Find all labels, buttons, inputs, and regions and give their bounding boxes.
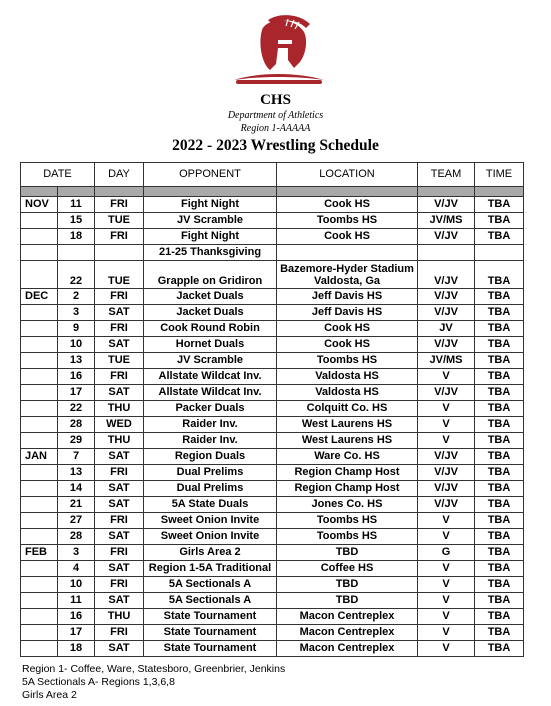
cell-team: V [418, 593, 475, 609]
cell-opponent: Region 1-5A Traditional [144, 561, 277, 577]
cell-location [277, 245, 418, 261]
cell-date [58, 245, 95, 261]
table-row [21, 229, 524, 245]
cell-month [21, 369, 58, 385]
cell-month [21, 385, 58, 401]
cell-date: 22 [58, 401, 95, 417]
cell-team [418, 245, 475, 261]
table-row [21, 305, 524, 321]
cell-opponent: Raider Inv. [144, 433, 277, 449]
cell-opponent: Dual Prelims [144, 465, 277, 481]
cell-location: Macon Centreplex [277, 625, 418, 641]
cell-date: 4 [58, 561, 95, 577]
cell-day: FRI [95, 625, 144, 641]
cell-date: 2 [58, 289, 95, 305]
table-row [21, 213, 524, 229]
cell-month [21, 641, 58, 657]
cell-location: Jones Co. HS [277, 497, 418, 513]
table-row [21, 321, 524, 337]
cell-day [95, 245, 144, 261]
cell-location: West Laurens HS [277, 433, 418, 449]
cell-team: V/JV [418, 465, 475, 481]
cell-date: 16 [58, 609, 95, 625]
table-row [21, 401, 524, 417]
cell-month [21, 305, 58, 321]
cell-opponent: State Tournament [144, 609, 277, 625]
cell-day: FRI [95, 369, 144, 385]
cell-month [21, 261, 58, 289]
cell-team: JV/MS [418, 353, 475, 369]
cell-day: THU [95, 609, 144, 625]
cell-date: 3 [58, 545, 95, 561]
column-header-day: DAY [95, 163, 144, 187]
cell-time: TBA [475, 289, 524, 305]
cell-team: V/JV [418, 197, 475, 213]
table-row [21, 385, 524, 401]
cell-time: TBA [475, 513, 524, 529]
table-row [21, 289, 524, 305]
table-row [21, 513, 524, 529]
cell-day: SAT [95, 481, 144, 497]
cell-opponent: Fight Night [144, 229, 277, 245]
cell-day: FRI [95, 513, 144, 529]
cell-month [21, 245, 58, 261]
cell-location: Region Champ Host [277, 465, 418, 481]
cell-day: FRI [95, 289, 144, 305]
cell-location: Bazemore-Hyder Stadium Valdosta, Ga [277, 261, 418, 289]
cell-day: TUE [95, 261, 144, 289]
cell-team: V/JV [418, 229, 475, 245]
cell-time: TBA [475, 433, 524, 449]
cell-location: TBD [277, 577, 418, 593]
cell-opponent: Packer Duals [144, 401, 277, 417]
cell-team: JV [418, 321, 475, 337]
cell-team: V/JV [418, 305, 475, 321]
cell-opponent: JV Scramble [144, 213, 277, 229]
cell-time: TBA [475, 481, 524, 497]
cell-team: V [418, 513, 475, 529]
cell-time: TBA [475, 229, 524, 245]
cell-opponent: Hornet Duals [144, 337, 277, 353]
cell-opponent: Allstate Wildcat Inv. [144, 385, 277, 401]
cell-time: TBA [475, 261, 524, 289]
cell-month [21, 433, 58, 449]
cell-location: Cook HS [277, 229, 418, 245]
cell-time: TBA [475, 449, 524, 465]
cell-month [21, 513, 58, 529]
table-row [21, 433, 524, 449]
table-row [21, 641, 524, 657]
cell-location: Cook HS [277, 321, 418, 337]
cell-team: V/JV [418, 385, 475, 401]
cell-day: SAT [95, 305, 144, 321]
cell-month: DEC [21, 289, 58, 305]
cell-day: THU [95, 401, 144, 417]
cell-date: 17 [58, 625, 95, 641]
cell-day: SAT [95, 641, 144, 657]
spartan-helmet-logo [228, 10, 328, 88]
cell-date: 22 [58, 261, 95, 289]
column-header-location: LOCATION [277, 163, 418, 187]
table-row [21, 261, 524, 289]
cell-location: Macon Centreplex [277, 609, 418, 625]
cell-date: 27 [58, 513, 95, 529]
footnote-sectionals: 5A Sectionals A- Regions 1,3,6,8 [22, 676, 175, 688]
table-row [21, 197, 524, 213]
region-name: Region 1-AAAAA [240, 123, 311, 134]
cell-team: V [418, 625, 475, 641]
cell-time: TBA [475, 197, 524, 213]
cell-month: NOV [21, 197, 58, 213]
footnote-region: Region 1- Coffee, Ware, Statesboro, Greenbrier, Jenkins [22, 663, 286, 675]
cell-opponent: Raider Inv. [144, 417, 277, 433]
table-row [21, 497, 524, 513]
cell-location: TBD [277, 545, 418, 561]
cell-opponent: Jacket Duals [144, 305, 277, 321]
column-header-team: TEAM [418, 163, 475, 187]
cell-time: TBA [475, 593, 524, 609]
cell-team: V [418, 401, 475, 417]
cell-date: 17 [58, 385, 95, 401]
cell-time: TBA [475, 545, 524, 561]
cell-date: 3 [58, 305, 95, 321]
cell-date: 18 [58, 641, 95, 657]
cell-opponent: 5A Sectionals A [144, 593, 277, 609]
cell-opponent: Fight Night [144, 197, 277, 213]
cell-day: SAT [95, 449, 144, 465]
cell-month [21, 337, 58, 353]
footnote-girls-area: Girls Area 2 [22, 689, 77, 701]
table-header-row [21, 163, 524, 187]
cell-location: Coffee HS [277, 561, 418, 577]
cell-team: V [418, 641, 475, 657]
cell-time: TBA [475, 609, 524, 625]
cell-day: FRI [95, 465, 144, 481]
cell-time: TBA [475, 497, 524, 513]
table-row [21, 449, 524, 465]
cell-date: 29 [58, 433, 95, 449]
cell-location: Toombs HS [277, 213, 418, 229]
table-row [21, 561, 524, 577]
cell-time: TBA [475, 321, 524, 337]
cell-time: TBA [475, 401, 524, 417]
cell-time: TBA [475, 369, 524, 385]
cell-location: Toombs HS [277, 529, 418, 545]
cell-team: V/JV [418, 289, 475, 305]
cell-time: TBA [475, 625, 524, 641]
cell-opponent: 5A State Duals [144, 497, 277, 513]
cell-month [21, 401, 58, 417]
cell-location: Valdosta HS [277, 385, 418, 401]
cell-team: V [418, 417, 475, 433]
column-header-date: DATE [21, 163, 95, 187]
cell-day: FRI [95, 577, 144, 593]
cell-time: TBA [475, 465, 524, 481]
cell-date: 10 [58, 577, 95, 593]
cell-time: TBA [475, 385, 524, 401]
cell-day: WED [95, 417, 144, 433]
cell-location: Colquitt Co. HS [277, 401, 418, 417]
cell-day: SAT [95, 561, 144, 577]
cell-month [21, 593, 58, 609]
table-row [21, 593, 524, 609]
cell-time: TBA [475, 305, 524, 321]
cell-day: FRI [95, 229, 144, 245]
cell-location: Macon Centreplex [277, 641, 418, 657]
table-row [21, 465, 524, 481]
table-row [21, 337, 524, 353]
cell-month [21, 465, 58, 481]
cell-opponent: State Tournament [144, 625, 277, 641]
cell-opponent: Region Duals [144, 449, 277, 465]
cell-team: V [418, 529, 475, 545]
cell-opponent: State Tournament [144, 641, 277, 657]
cell-team: V/JV [418, 337, 475, 353]
cell-opponent: Girls Area 2 [144, 545, 277, 561]
school-name: CHS [260, 92, 291, 108]
cell-day: SAT [95, 497, 144, 513]
cell-team: G [418, 545, 475, 561]
column-header-time: TIME [475, 163, 524, 187]
cell-month [21, 213, 58, 229]
cell-date: 11 [58, 197, 95, 213]
cell-time: TBA [475, 353, 524, 369]
cell-month [21, 481, 58, 497]
cell-month [21, 353, 58, 369]
cell-team: V/JV [418, 497, 475, 513]
cell-opponent: Allstate Wildcat Inv. [144, 369, 277, 385]
cell-date: 28 [58, 417, 95, 433]
cell-date: 7 [58, 449, 95, 465]
department-name: Department of Athletics [227, 110, 324, 121]
cell-location: West Laurens HS [277, 417, 418, 433]
cell-month [21, 625, 58, 641]
cell-opponent: JV Scramble [144, 353, 277, 369]
cell-time: TBA [475, 561, 524, 577]
cell-time: TBA [475, 641, 524, 657]
cell-team: JV/MS [418, 213, 475, 229]
cell-date: 18 [58, 229, 95, 245]
cell-month [21, 229, 58, 245]
cell-team: V [418, 577, 475, 593]
cell-date: 13 [58, 465, 95, 481]
table-row [21, 529, 524, 545]
cell-month [21, 321, 58, 337]
cell-team: V [418, 609, 475, 625]
cell-date: 14 [58, 481, 95, 497]
cell-day: SAT [95, 385, 144, 401]
cell-team: V [418, 561, 475, 577]
cell-date: 16 [58, 369, 95, 385]
cell-day: THU [95, 433, 144, 449]
cell-month [21, 577, 58, 593]
cell-date: 15 [58, 213, 95, 229]
cell-location: TBD [277, 593, 418, 609]
cell-time: TBA [475, 213, 524, 229]
header-divider-band [21, 187, 524, 197]
cell-time [475, 245, 524, 261]
cell-location: Valdosta HS [277, 369, 418, 385]
cell-day: FRI [95, 321, 144, 337]
cell-day: TUE [95, 213, 144, 229]
table-row [21, 417, 524, 433]
cell-team: V/JV [418, 449, 475, 465]
cell-location: Cook HS [277, 197, 418, 213]
table-row [21, 245, 524, 261]
cell-location: Toombs HS [277, 353, 418, 369]
cell-time: TBA [475, 337, 524, 353]
cell-location: Jeff Davis HS [277, 305, 418, 321]
cell-date: 13 [58, 353, 95, 369]
cell-month [21, 497, 58, 513]
cell-opponent: Dual Prelims [144, 481, 277, 497]
cell-opponent: 21-25 Thanksgiving [144, 245, 277, 261]
cell-location: Cook HS [277, 337, 418, 353]
table-row [21, 353, 524, 369]
schedule-body [21, 197, 524, 657]
cell-location: Jeff Davis HS [277, 289, 418, 305]
cell-month [21, 561, 58, 577]
table-row [21, 577, 524, 593]
cell-day: SAT [95, 529, 144, 545]
cell-team: V/JV [418, 481, 475, 497]
cell-opponent: 5A Sectionals A [144, 577, 277, 593]
cell-date: 10 [58, 337, 95, 353]
cell-opponent: Sweet Onion Invite [144, 513, 277, 529]
cell-day: SAT [95, 593, 144, 609]
cell-month: FEB [21, 545, 58, 561]
cell-opponent: Grapple on Gridiron [144, 261, 277, 289]
table-row [21, 609, 524, 625]
cell-date: 11 [58, 593, 95, 609]
cell-day: FRI [95, 545, 144, 561]
schedule-title: 2022 - 2023 Wrestling Schedule [172, 137, 379, 154]
cell-month: JAN [21, 449, 58, 465]
cell-day: SAT [95, 337, 144, 353]
table-row [21, 625, 524, 641]
column-header-opponent: OPPONENT [144, 163, 277, 187]
cell-date: 9 [58, 321, 95, 337]
cell-month [21, 529, 58, 545]
table-row [21, 481, 524, 497]
cell-team: V/JV [418, 261, 475, 289]
table-row [21, 369, 524, 385]
cell-time: TBA [475, 577, 524, 593]
cell-day: FRI [95, 197, 144, 213]
cell-location: Ware Co. HS [277, 449, 418, 465]
footnotes [22, 663, 285, 702]
cell-month [21, 609, 58, 625]
schedule-table [20, 162, 524, 657]
cell-opponent: Jacket Duals [144, 289, 277, 305]
table-row [21, 545, 524, 561]
cell-time: TBA [475, 417, 524, 433]
cell-date: 21 [58, 497, 95, 513]
cell-time: TBA [475, 529, 524, 545]
cell-date: 28 [58, 529, 95, 545]
cell-location: Region Champ Host [277, 481, 418, 497]
cell-opponent: Sweet Onion Invite [144, 529, 277, 545]
cell-month [21, 417, 58, 433]
cell-team: V [418, 369, 475, 385]
cell-day: TUE [95, 353, 144, 369]
cell-opponent: Cook Round Robin [144, 321, 277, 337]
cell-team: V [418, 433, 475, 449]
cell-location: Toombs HS [277, 513, 418, 529]
